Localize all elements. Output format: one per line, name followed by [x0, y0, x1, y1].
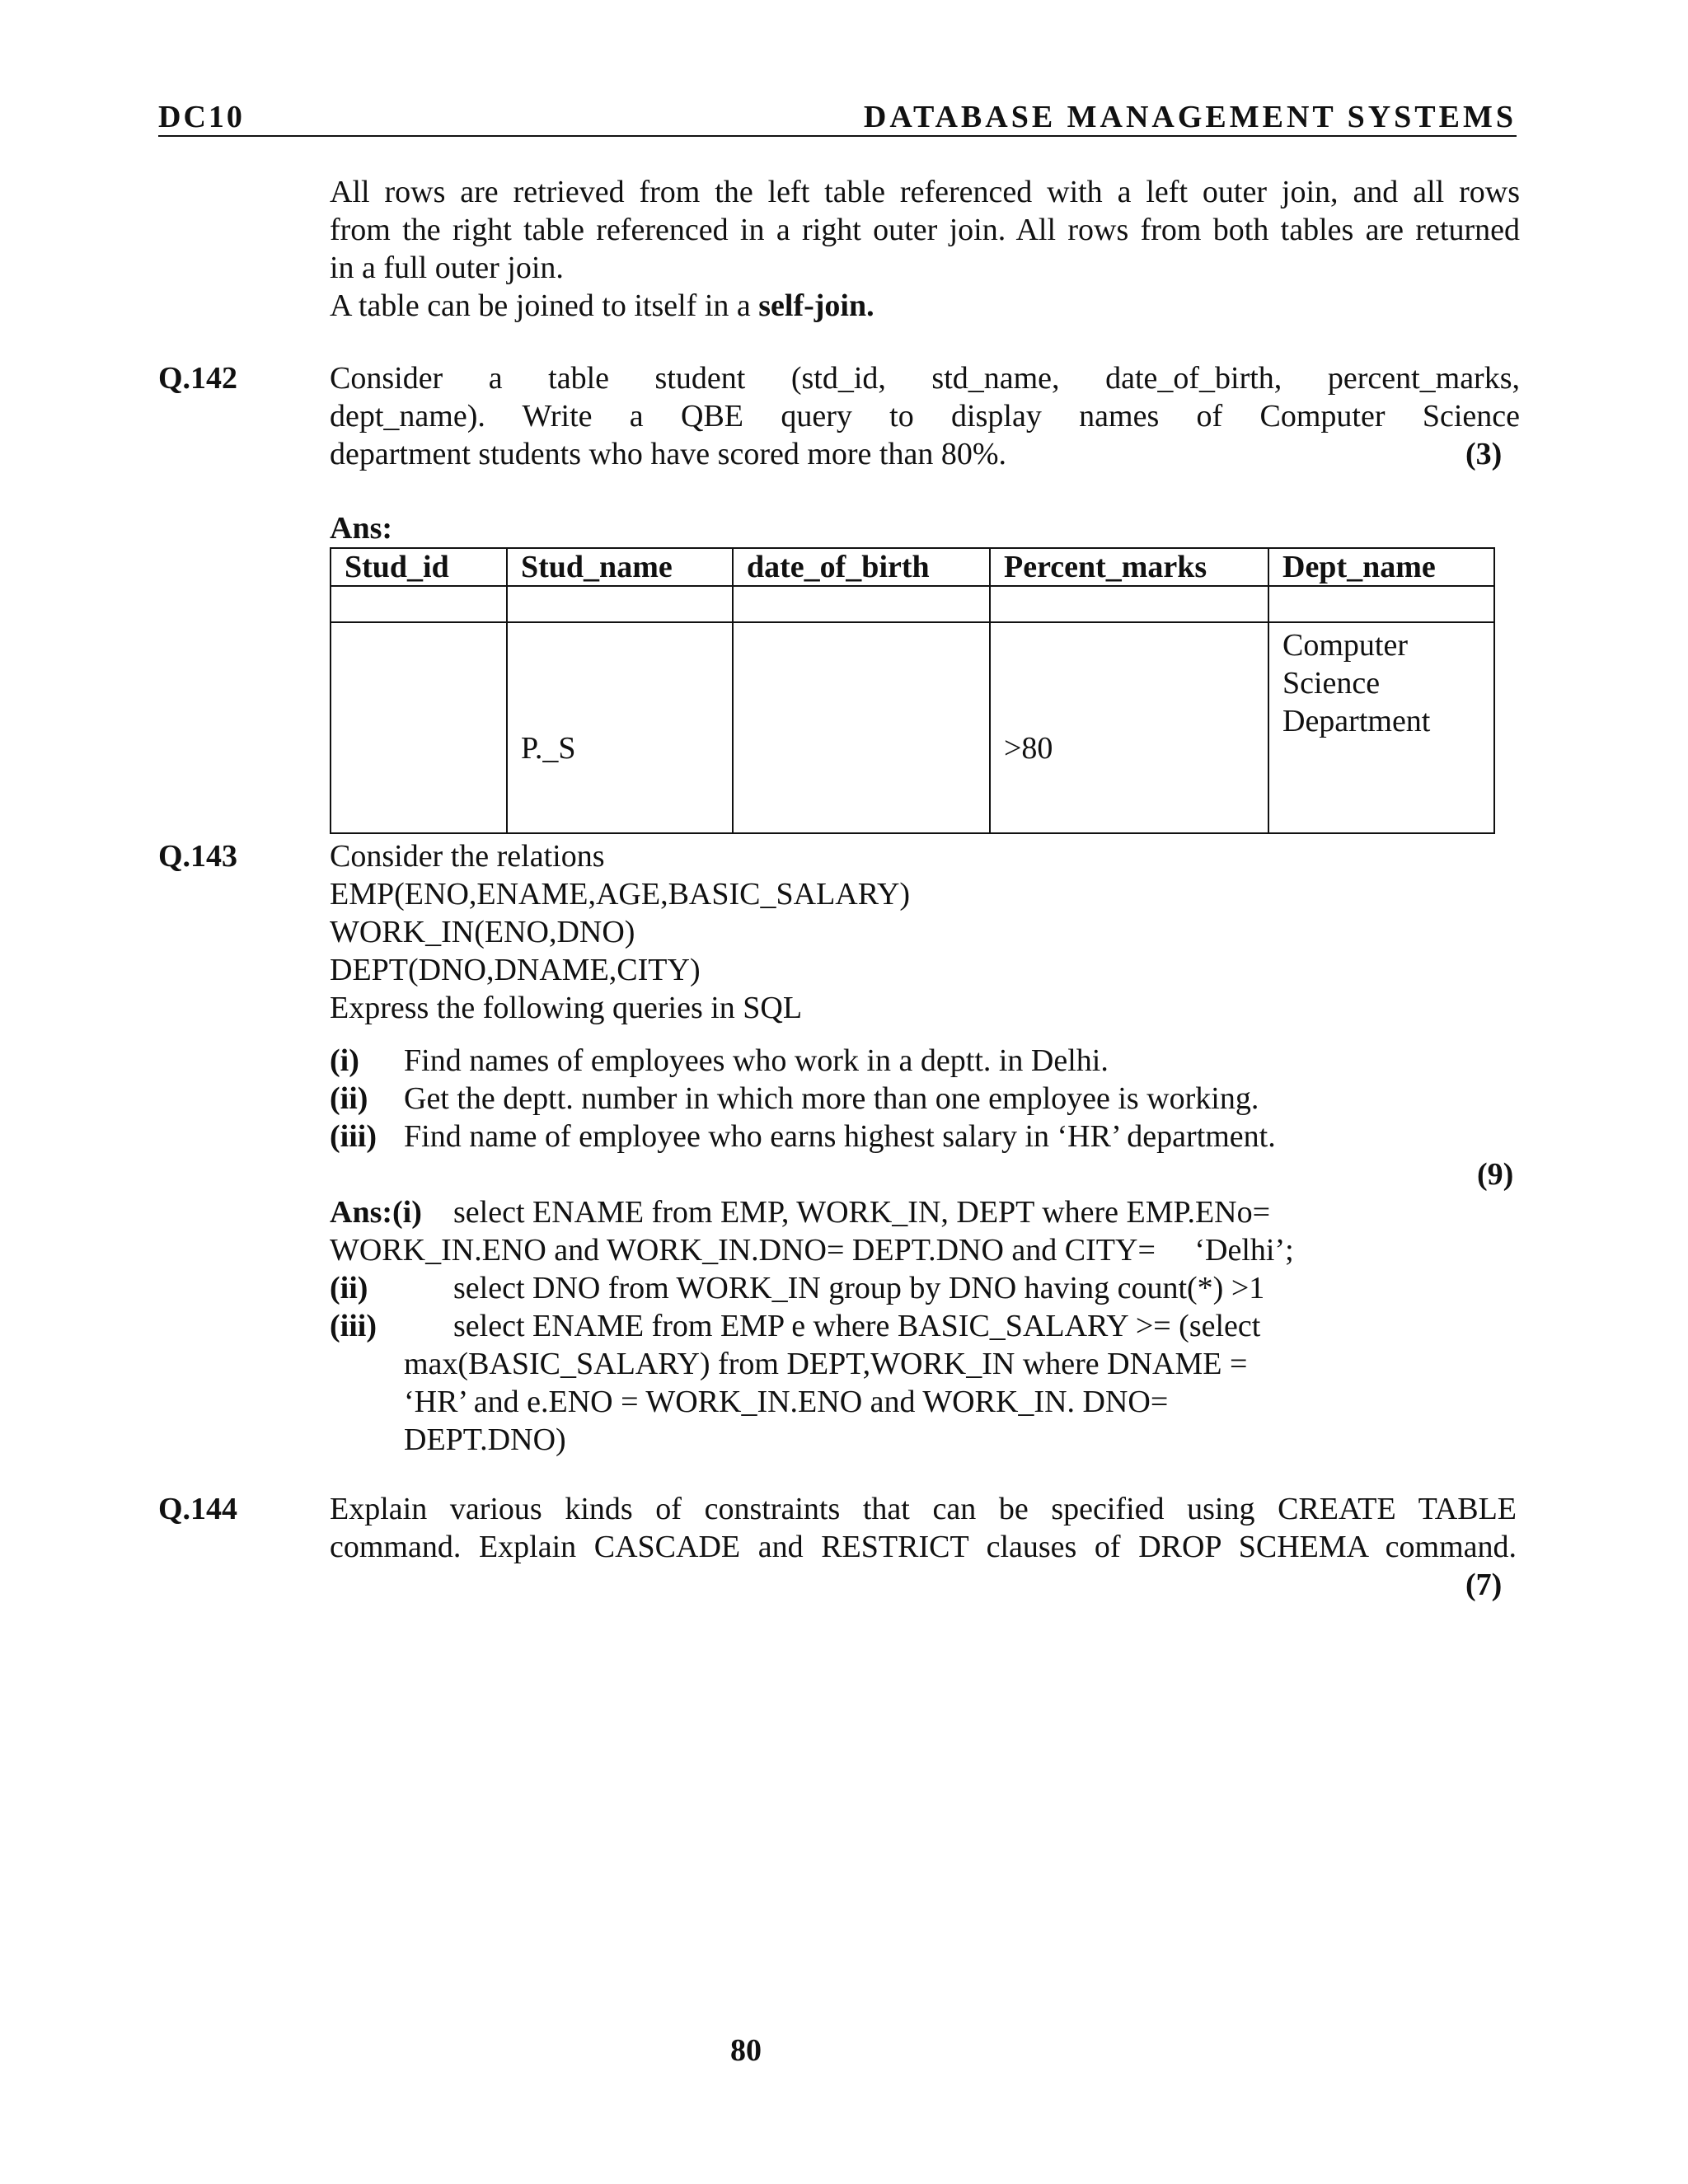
- intro-line-1: All rows are retrieved from the left table referenced with a left outer join, and all rows: [330, 175, 1520, 209]
- q142-marks: (3): [1465, 437, 1503, 471]
- qbe-stud-name-cell: P._S: [507, 622, 733, 833]
- q143-item-number: (i): [330, 1043, 359, 1078]
- question-142-number: Q.142: [158, 361, 238, 396]
- qbe-cell: [331, 622, 507, 833]
- qbe-empty-row: [331, 586, 1494, 622]
- qbe-cell: [990, 586, 1268, 622]
- q143-line: DEPT(DNO,DNAME,CITY): [330, 953, 701, 987]
- qbe-table: [330, 547, 1495, 834]
- q143-answer-2: select DNO from WORK_IN group by DNO having count(*) >1: [453, 1271, 1265, 1305]
- q143-answer-3-line-3: ‘HR’ and e.ENO = WORK_IN.ENO and WORK_IN. DNO=: [404, 1385, 1169, 1419]
- q144-line-2: command. Explain CASCADE and RESTRICT clauses of DROP SCHEMA command.: [330, 1530, 1517, 1564]
- q142-line-2: dept_name). Write a QBE query to display names of Computer Science: [330, 399, 1520, 434]
- q143-line: Consider the relations: [330, 839, 605, 874]
- question-144-number: Q.144: [158, 1492, 238, 1526]
- q143-item-text: Find name of employee who earns highest salary in ‘HR’ department.: [404, 1119, 1276, 1154]
- q143-answer-2-number: (ii): [330, 1271, 368, 1305]
- q143-line: EMP(ENO,ENAME,AGE,BASIC_SALARY): [330, 877, 911, 912]
- page-header: [158, 97, 1517, 137]
- q143-item-text: Find names of employees who work in a deptt. in Delhi.: [404, 1043, 1109, 1078]
- q143-item-number: (iii): [330, 1119, 377, 1154]
- page-number: 80: [730, 2033, 762, 2068]
- q143-line: WORK_IN(ENO,DNO): [330, 915, 635, 949]
- qbe-header-row: [331, 548, 1494, 586]
- intro-line-2: from the right table referenced in a right outer join. All rows from both tables are returned: [330, 213, 1520, 247]
- header-title: DATABASE MANAGEMENT SYSTEMS: [863, 100, 1517, 134]
- q142-line-3: department students who have scored more than 80%.: [330, 437, 1006, 471]
- q143-item-number: (ii): [330, 1081, 368, 1116]
- q143-answer-3-line-4: DEPT.DNO): [404, 1422, 566, 1457]
- qbe-cell: [733, 586, 990, 622]
- qbe-header-cell: Percent_marks: [990, 548, 1268, 586]
- dept-line: Department: [1282, 704, 1431, 738]
- qbe-header-cell: Stud_name: [507, 548, 733, 586]
- qbe-cell: [507, 586, 733, 622]
- qbe-cell: [1268, 586, 1494, 622]
- q144-marks: (7): [1465, 1568, 1503, 1602]
- intro-line-4: [330, 287, 874, 325]
- qbe-header-cell: Dept_name: [1268, 548, 1494, 586]
- qbe-cell: [733, 622, 990, 833]
- qbe-cell: [331, 586, 507, 622]
- dept-line: Science: [1282, 666, 1381, 701]
- q142-line-1: Consider a table student (std_id, std_name, date_of_birth, percent_marks,: [330, 361, 1520, 396]
- intro-line-4-text: A table can be joined to itself in a: [330, 288, 759, 323]
- q143-marks: (9): [1477, 1157, 1514, 1192]
- q143-answer-3-line-1: select ENAME from EMP e where BASIC_SALARY >= (select: [453, 1309, 1261, 1343]
- q143-answer-1-line-1: select ENAME from EMP, WORK_IN, DEPT where EMP.ENo=: [453, 1195, 1271, 1230]
- q143-answer-3-number: (iii): [330, 1309, 377, 1343]
- qbe-percent-cell: >80: [990, 622, 1268, 833]
- course-code: DC10: [158, 100, 245, 134]
- q143-answer-3-line-2: max(BASIC_SALARY) from DEPT,WORK_IN where DNAME =: [404, 1347, 1248, 1381]
- q143-line: Express the following queries in SQL: [330, 991, 803, 1025]
- q143-answer-1-line-2: WORK_IN.ENO and WORK_IN.DNO= DEPT.DNO and CITY= ‘Delhi’;: [330, 1233, 1294, 1268]
- self-join-term: self-join.: [758, 288, 874, 323]
- intro-line-3: in a full outer join.: [330, 251, 564, 285]
- qbe-header-cell: Stud_id: [331, 548, 507, 586]
- q144-line-1: Explain various kinds of constraints that can be specified using CREATE TABLE: [330, 1492, 1517, 1526]
- dept-line: Computer: [1282, 628, 1408, 663]
- q143-answer-label: Ans:(i): [330, 1195, 422, 1230]
- qbe-query-row: [331, 622, 1494, 833]
- qbe-dept-cell: [1268, 622, 1494, 833]
- qbe-header-cell: date_of_birth: [733, 548, 990, 586]
- q142-answer-label: Ans:: [330, 511, 393, 546]
- question-143-number: Q.143: [158, 839, 238, 874]
- q143-item-text: Get the deptt. number in which more than one employee is working.: [404, 1081, 1259, 1116]
